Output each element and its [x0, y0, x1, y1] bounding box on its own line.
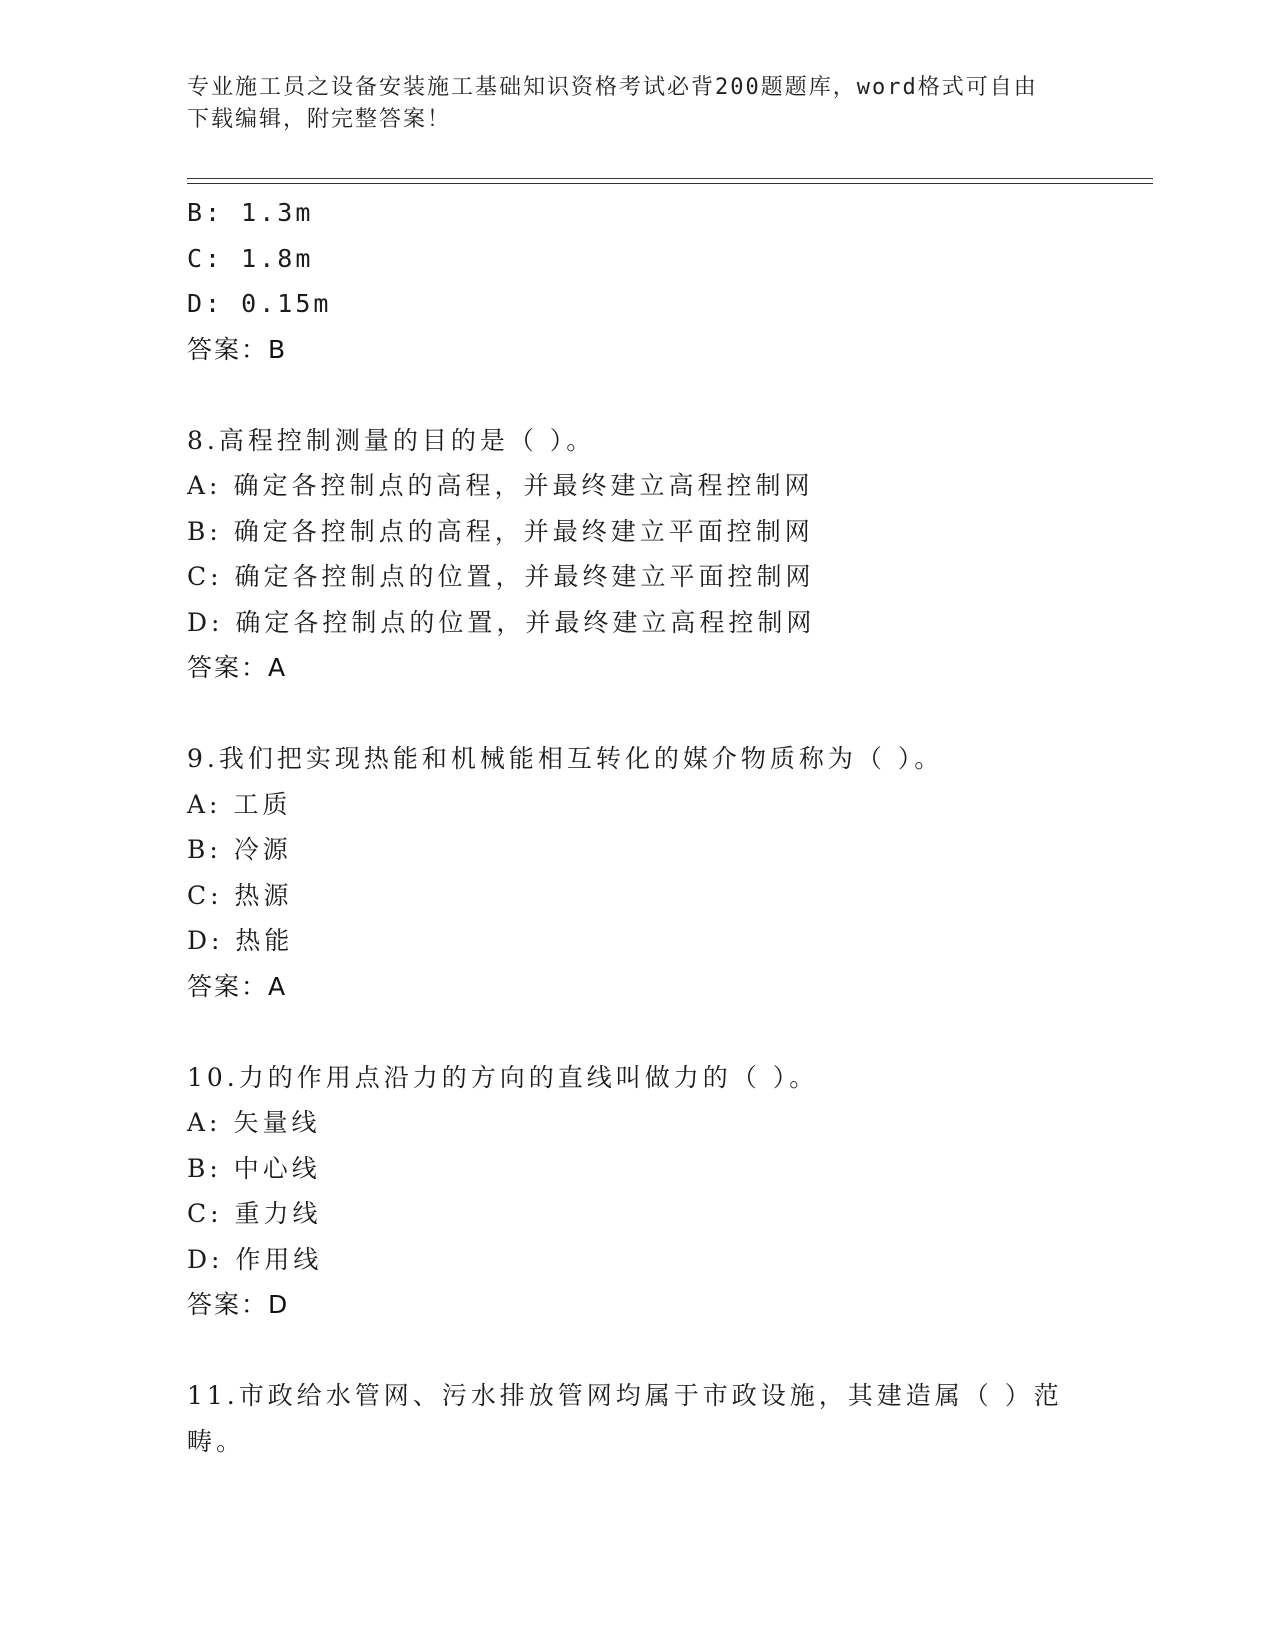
option-text: 重力线	[234, 1199, 322, 1228]
option-text: 中心线	[233, 1153, 321, 1183]
question-body-line-2: 畴。	[187, 1426, 246, 1456]
option-text: 矢量线	[233, 1108, 321, 1137]
prev-question-tail	[187, 190, 1087, 372]
option-c	[187, 1191, 1087, 1237]
option-text: 1.3m	[241, 198, 314, 227]
option-a	[187, 1100, 1087, 1146]
question-number: 10.	[187, 1062, 239, 1092]
question-number: 11.	[187, 1381, 239, 1410]
option-b	[187, 827, 1087, 873]
option-text: 作用线	[235, 1244, 323, 1274]
option-label: A:	[187, 789, 222, 819]
answer-value: A	[268, 971, 288, 1001]
option-text: 工质	[233, 789, 292, 819]
answer-label: 答案：	[187, 971, 269, 1001]
answer-value: A	[268, 653, 288, 682]
question-text	[187, 736, 1087, 782]
question-11	[187, 1373, 1087, 1464]
header-divider-bottom	[187, 183, 1153, 184]
option-text: 确定各控制点的位置，并最终建立高程控制网	[235, 607, 816, 637]
answer-line	[187, 1282, 1087, 1328]
spacer	[187, 1009, 1087, 1055]
option-b	[187, 190, 1087, 236]
option-text: 热能	[235, 926, 294, 955]
question-8	[187, 418, 1087, 691]
option-label: C:	[187, 1199, 223, 1228]
question-text	[187, 1055, 1087, 1101]
question-body: 高程控制测量的目的是（ ）。	[218, 425, 596, 455]
option-label: B:	[187, 1153, 222, 1183]
document-content	[187, 190, 1087, 1464]
option-label: A:	[187, 1108, 222, 1137]
answer-label: 答案：	[187, 1290, 269, 1319]
option-label: C:	[187, 880, 223, 910]
option-a	[187, 782, 1087, 828]
option-b	[187, 1146, 1087, 1192]
option-d	[187, 918, 1087, 964]
question-body: 我们把实现热能和机械能相互转化的媒介物质称为（ ）。	[218, 744, 944, 773]
answer-line	[187, 645, 1087, 691]
option-label: C:	[187, 562, 223, 591]
answer-value: D	[268, 1290, 290, 1319]
spacer	[187, 691, 1087, 737]
option-label: D:	[187, 926, 224, 955]
option-label: D:	[187, 607, 224, 637]
option-label: B:	[187, 198, 224, 227]
option-text: 确定各控制点的高程，并最终建立平面控制网	[233, 516, 814, 546]
header-line-2: 下载编辑，附完整答案！	[187, 107, 452, 132]
option-d	[187, 1237, 1087, 1283]
option-text: 冷源	[233, 835, 292, 864]
option-label: B:	[187, 835, 222, 864]
question-text	[187, 418, 1087, 464]
document-header	[187, 72, 1087, 136]
question-text	[187, 1373, 1087, 1419]
answer-line	[187, 964, 1087, 1010]
option-text: 0.15m	[241, 289, 332, 318]
option-label: D:	[187, 1244, 224, 1274]
spacer	[187, 1328, 1087, 1374]
option-text: 确定各控制点的位置，并最终建立平面控制网	[234, 562, 815, 591]
question-text-continued	[187, 1419, 1087, 1465]
header-line-1: 专业施工员之设备安装施工基础知识资格考试必背200题题库，word格式可自由	[187, 75, 1038, 100]
question-10	[187, 1055, 1087, 1328]
option-d	[187, 281, 1087, 327]
option-c	[187, 554, 1087, 600]
answer-value: B	[268, 334, 288, 364]
option-c	[187, 873, 1087, 919]
answer-label: 答案：	[187, 653, 269, 682]
header-divider-top	[187, 178, 1153, 179]
option-text: 1.8m	[241, 243, 314, 273]
option-d	[187, 600, 1087, 646]
question-body: 力的作用点沿力的方向的直线叫做力的（ ）。	[238, 1062, 819, 1092]
answer-line	[187, 327, 1087, 373]
answer-label: 答案：	[187, 334, 269, 364]
option-text: 确定各控制点的高程，并最终建立高程控制网	[233, 471, 814, 500]
option-c	[187, 236, 1087, 282]
option-b	[187, 509, 1087, 555]
question-number: 8.	[187, 425, 219, 455]
option-label: B:	[187, 516, 222, 546]
question-body-line-1: 市政给水管网、污水排放管网均属于市政设施，其建造属（ ）范	[238, 1381, 1063, 1410]
option-label: D:	[187, 289, 224, 318]
option-label: A:	[187, 471, 222, 500]
question-9	[187, 736, 1087, 1009]
spacer	[187, 372, 1087, 418]
option-label: C:	[187, 243, 224, 273]
option-text: 热源	[234, 880, 293, 910]
question-number: 9.	[187, 744, 219, 773]
option-a	[187, 463, 1087, 509]
